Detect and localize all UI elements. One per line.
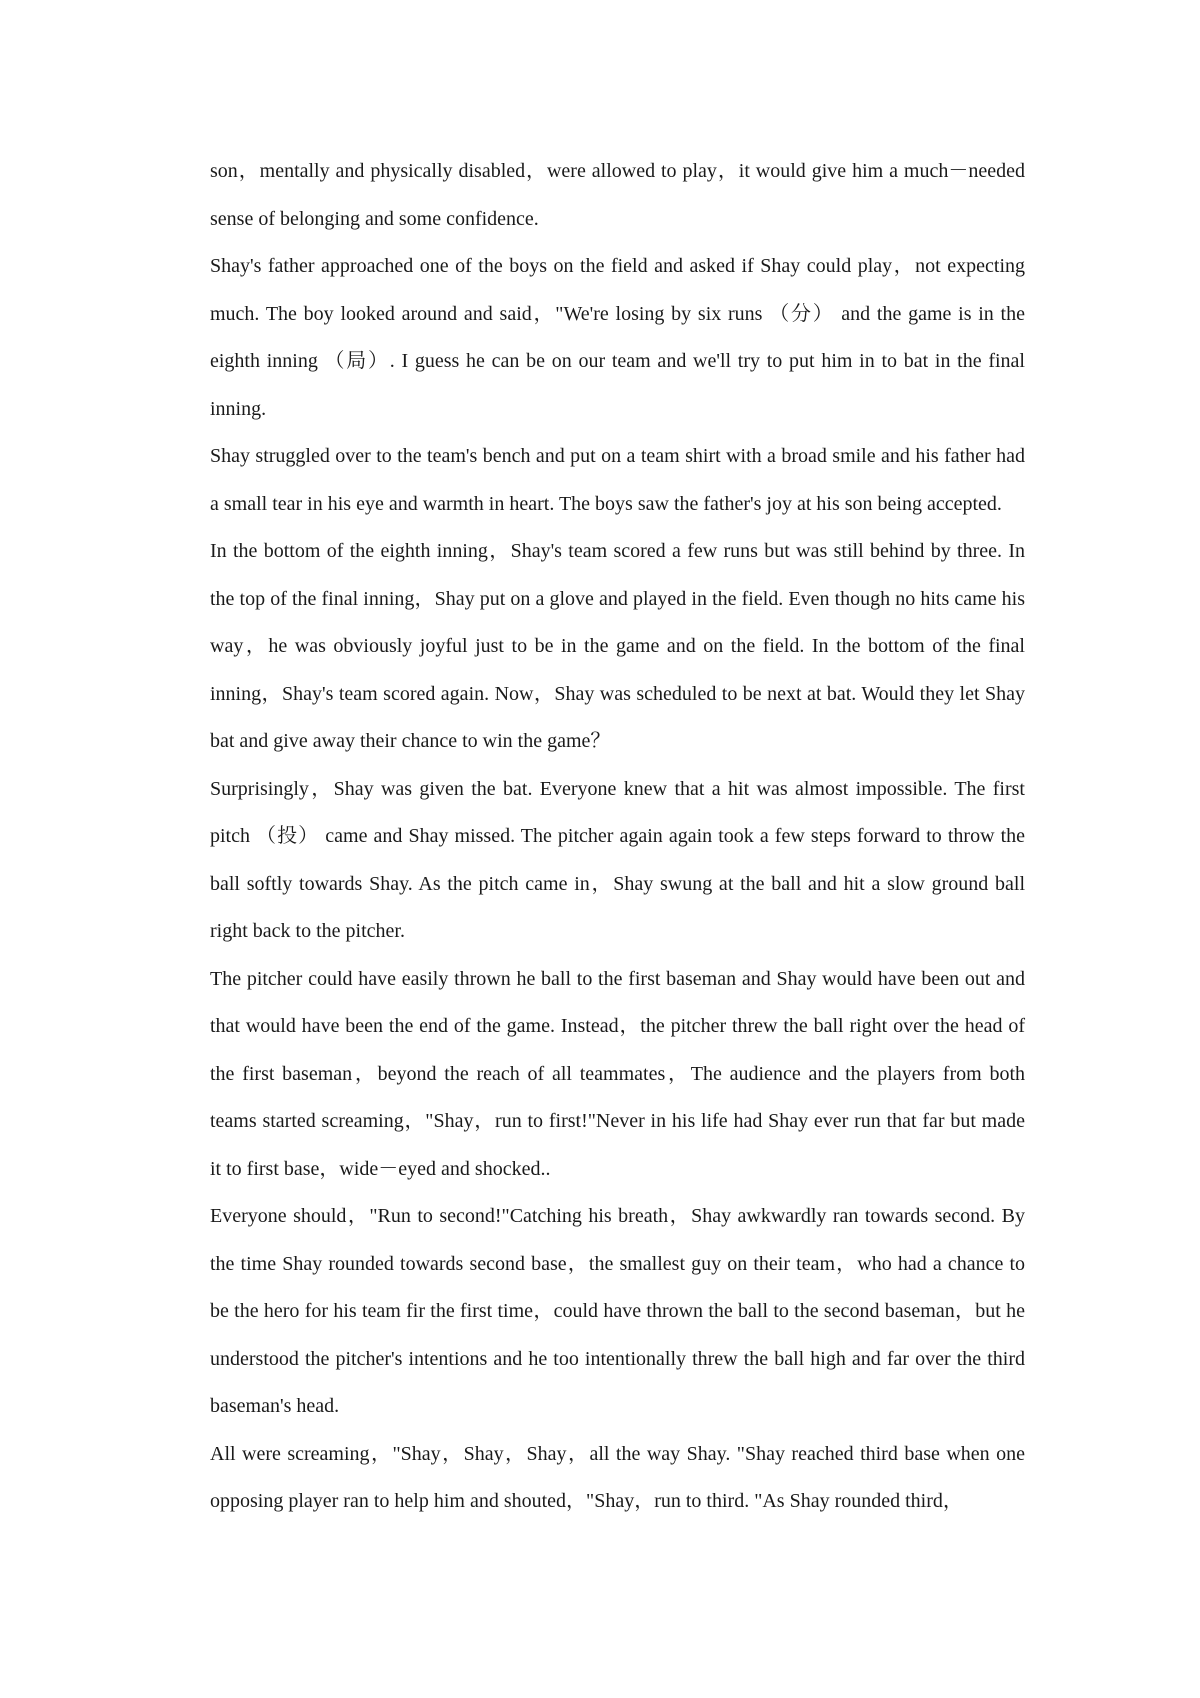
paragraph-4: In the bottom of the eighth inning，Shay's team scored a few runs but was still behind by three. In the top of the final inning，Shay put on a glove and played in the field. Even though no hits came his way，he was obviously joyful just to be in the game and on the field. In the bottom of the final inning，Shay's team scored again. Now，Shay was scheduled to be next at bat. Would they let Shay bat and give away their chance to win the game？	[210, 540, 1025, 752]
story-text	[210, 148, 1025, 1526]
paragraph-3: Shay struggled over to the team's bench and put on a team shirt with a broad smile and his father had a small tear in his eye and warmth in heart. The boys saw the father's joy at his son being accepted.	[210, 445, 1025, 515]
paragraph-7: Everyone should，"Run to second!"Catching his breath，Shay awkwardly ran towards second. By the time Shay rounded towards second base，the smallest guy on their team，who had a chance to be the hero for his team fir the first time，could have thrown the ball to the second baseman，but he understood the pitcher's intentions and he too intentionally threw the ball high and far over the third baseman's head.	[210, 1205, 1025, 1417]
paragraph-5: Surprisingly，Shay was given the bat. Everyone knew that a hit was almost impossible. The first pitch （投） came and Shay missed. The pitcher again again took a few steps forward to throw the ball softly towards Shay. As the pitch came in，Shay swung at the ball and hit a slow ground ball right back to the pitcher.	[210, 777, 1025, 942]
paragraph-1: son，mentally and physically disabled，were allowed to play，it would give him a much－needed sense of belonging and some confidence.	[210, 160, 1025, 230]
paragraph-8: All were screaming，"Shay，Shay，Shay，all the way Shay. "Shay reached third base when one opposing player ran to help him and shouted，"Shay，run to third. "As Shay rounded third，	[210, 1442, 1025, 1512]
paragraph-2: Shay's father approached one of the boys on the field and asked if Shay could play，not expecting much. The boy looked around and said，"We're losing by six runs （分） and the game is in the eighth inning （局）. I guess he can be on our team and we'll try to put him in to bat in the final inning.	[210, 255, 1025, 420]
paragraph-6: The pitcher could have easily thrown he ball to the first baseman and Shay would have been out and that would have been the end of the game. Instead，the pitcher threw the ball right over the head of the first baseman，beyond the reach of all teammates，The audience and the players from both teams started screaming，"Shay，run to first!"Never in his life had Shay ever run that far but made it to first base，wide－eyed and shocked..	[210, 967, 1025, 1180]
